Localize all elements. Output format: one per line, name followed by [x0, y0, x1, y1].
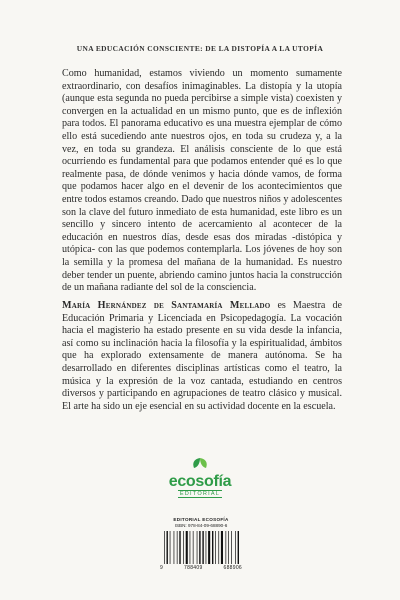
- author-bio: [62, 300, 342, 413]
- publisher-logo-name: ecosofía: [168, 473, 232, 490]
- barcode-digit-prefix: 9: [160, 565, 164, 571]
- barcode-digit-group-2: 688906: [223, 565, 242, 571]
- isbn-text: ISBN: 978-84-09-68890-6: [174, 523, 228, 528]
- author-name: María Hernández de Santamaría Mellado: [62, 300, 271, 311]
- publisher-name: EDITORIAL ECOSOFÍA: [173, 517, 229, 522]
- leaf-icon: [180, 456, 220, 468]
- publisher-logo-subtitle: EDITORIAL: [179, 491, 221, 497]
- publisher-logo: [0, 456, 400, 497]
- barcode-digits: [160, 565, 242, 571]
- barcode-digit-group-1: 788409: [184, 565, 203, 571]
- barcode-block: [160, 517, 242, 571]
- barcode-icon: [160, 531, 242, 565]
- blurb-paragraph: Como humanidad, estamos viviendo un momento sumamente extraordinario, con desafíos inimaginables. La distopía y la utopía (aunque esta segunda no pueda percibirse a simple vista) coexisten y convergen en la actualidad en un mismo punto, que es de inflexión para todos. El panorama educativo es una muestra ejemplar de cómo ello está sucediendo ante nuestros ojos, en toda su crudeza y, a la vez, en toda su grandeza. El análisis consciente de lo que está ocurriendo es fundamental para que podamos entender qué es lo que realmente pasa, de dónde venimos y hacia dónde vamos, de forma que podamos hacer algo en el devenir de los acontecimientos que entre todos estamos creando. Dado que nuestros niños y adolescentes son la clave del futuro inmediato de esta humanidad, este libro es un sencillo y sincero intento de acercamiento al acontecer de la educación en nuestros días, desde esas dos miradas -distópica y utópica- con las que podemos contemplarla. Los jóvenes de hoy son la semilla y la promesa del mañana de la humanidad. Es nuestro deber tender un puente, abriendo camino juntos hacia la construcción de un mañana radiante del sol de la consciencia.: [62, 68, 342, 294]
- author-bio-text: es Maestra de Educación Primaria y Licenciada en Psicopedagogía. La vocación hacia el magisterio ha estado presente en su vida desde la infancia, así como su inclinación hacia la filosofía y la espiritualidad, ámbitos que ha explorado extensamente de manera autónoma. Se ha desarrollado en diferentes disciplinas artísticas como el teatro, la música y la expresión de la voz cantada, estudiando en centros diversos y participando en agrupaciones de teatro clásico y musical. El arte ha sido un eje esencial en su actividad docente en la escuela.: [62, 300, 342, 412]
- book-title: UNA EDUCACIÓN CONSCIENTE: DE LA DISTOPÍA A LA UTOPÍA: [76, 44, 324, 53]
